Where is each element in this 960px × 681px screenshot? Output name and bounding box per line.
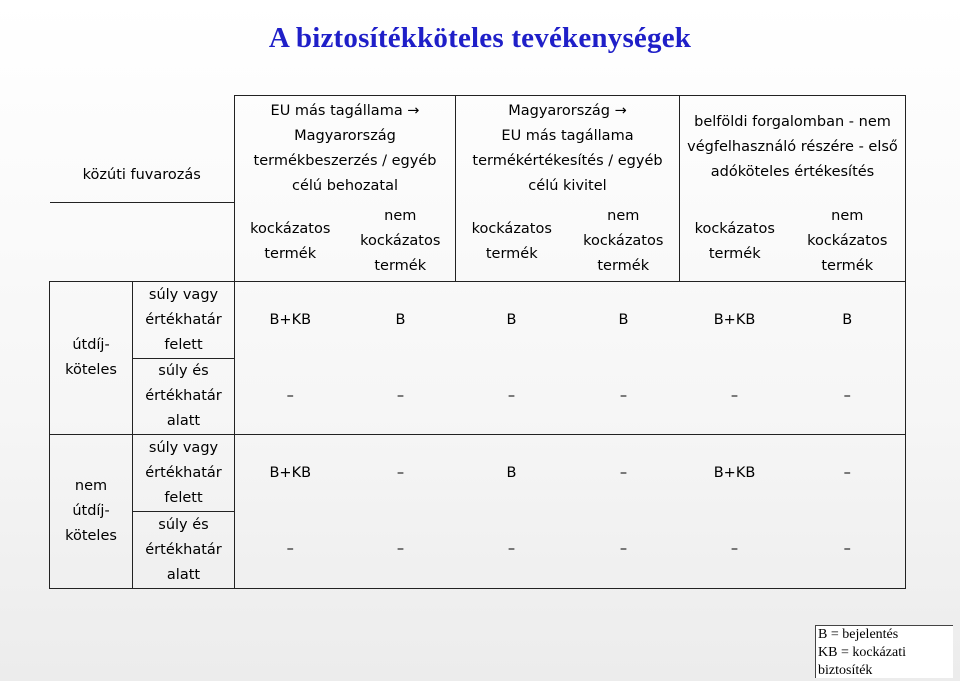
legend-line: B = bejelentés <box>818 627 899 642</box>
row-group-no-toll: nem útdíj- köteles <box>50 435 133 589</box>
legend <box>815 625 953 678</box>
table-cell: B+KB <box>713 464 756 481</box>
table-cell: – <box>790 512 906 589</box>
legend-line: KB = kockázati <box>818 645 906 660</box>
table-cell: – <box>619 464 628 481</box>
sub-col-not-risky: nem kockázatos termék <box>346 203 456 282</box>
row-group-toll: útdíj- köteles <box>50 282 133 435</box>
table-cell: B <box>395 311 406 328</box>
col-group-import: EU más tagállama → Magyarország termékbeszerzés / egyéb célú behozatal <box>235 96 456 203</box>
col-group-export: Magyarország → EU más tagállama termékértékesítés / egyéb célú kivitel <box>456 96 680 203</box>
table-cell: – <box>235 512 346 589</box>
table-cell: B <box>506 311 517 328</box>
sub-col-risky: kockázatos termék <box>235 203 346 282</box>
table-cell: – <box>235 359 346 435</box>
row-sub-over: súly vagy értékhatár felett <box>133 435 235 512</box>
row-sub-under: súly és értékhatár alatt <box>133 359 235 435</box>
table-cell: – <box>346 512 456 589</box>
table-cell: – <box>456 512 568 589</box>
legend-line: biztosíték <box>818 663 873 678</box>
table-cell: – <box>680 512 790 589</box>
table-cell: – <box>456 359 568 435</box>
table-cell: – <box>790 435 906 512</box>
activity-table <box>49 95 906 589</box>
table-cell: B+KB <box>269 311 312 328</box>
col-group-domestic: belföldi forgalomban - nem végfelhasználó részére - első adóköteles értékesítés <box>680 96 906 203</box>
corner-label: közúti fuvarozás <box>50 96 235 203</box>
table-cell: – <box>680 359 790 435</box>
table-cell: B <box>618 311 629 328</box>
sub-col-risky: kockázatos termék <box>456 203 568 282</box>
table-cell: – <box>396 464 405 481</box>
table-cell: B <box>506 464 517 481</box>
row-sub-under: súly és értékhatár alatt <box>133 512 235 589</box>
sub-col-not-risky: nem kockázatos termék <box>568 203 680 282</box>
row-sub-over: súly vagy értékhatár felett <box>133 282 235 359</box>
table-cell: – <box>346 359 456 435</box>
table-cell: – <box>790 359 906 435</box>
sub-col-risky: kockázatos termék <box>680 203 790 282</box>
page-title: A biztosítékköteles tevékenységek <box>268 22 692 54</box>
table-cell: B+KB <box>269 464 312 481</box>
table-cell: – <box>568 512 680 589</box>
sub-col-not-risky: nem kockázatos termék <box>790 203 906 282</box>
table-cell: – <box>568 359 680 435</box>
table-cell: B <box>790 282 906 359</box>
table-cell: B+KB <box>713 311 756 328</box>
